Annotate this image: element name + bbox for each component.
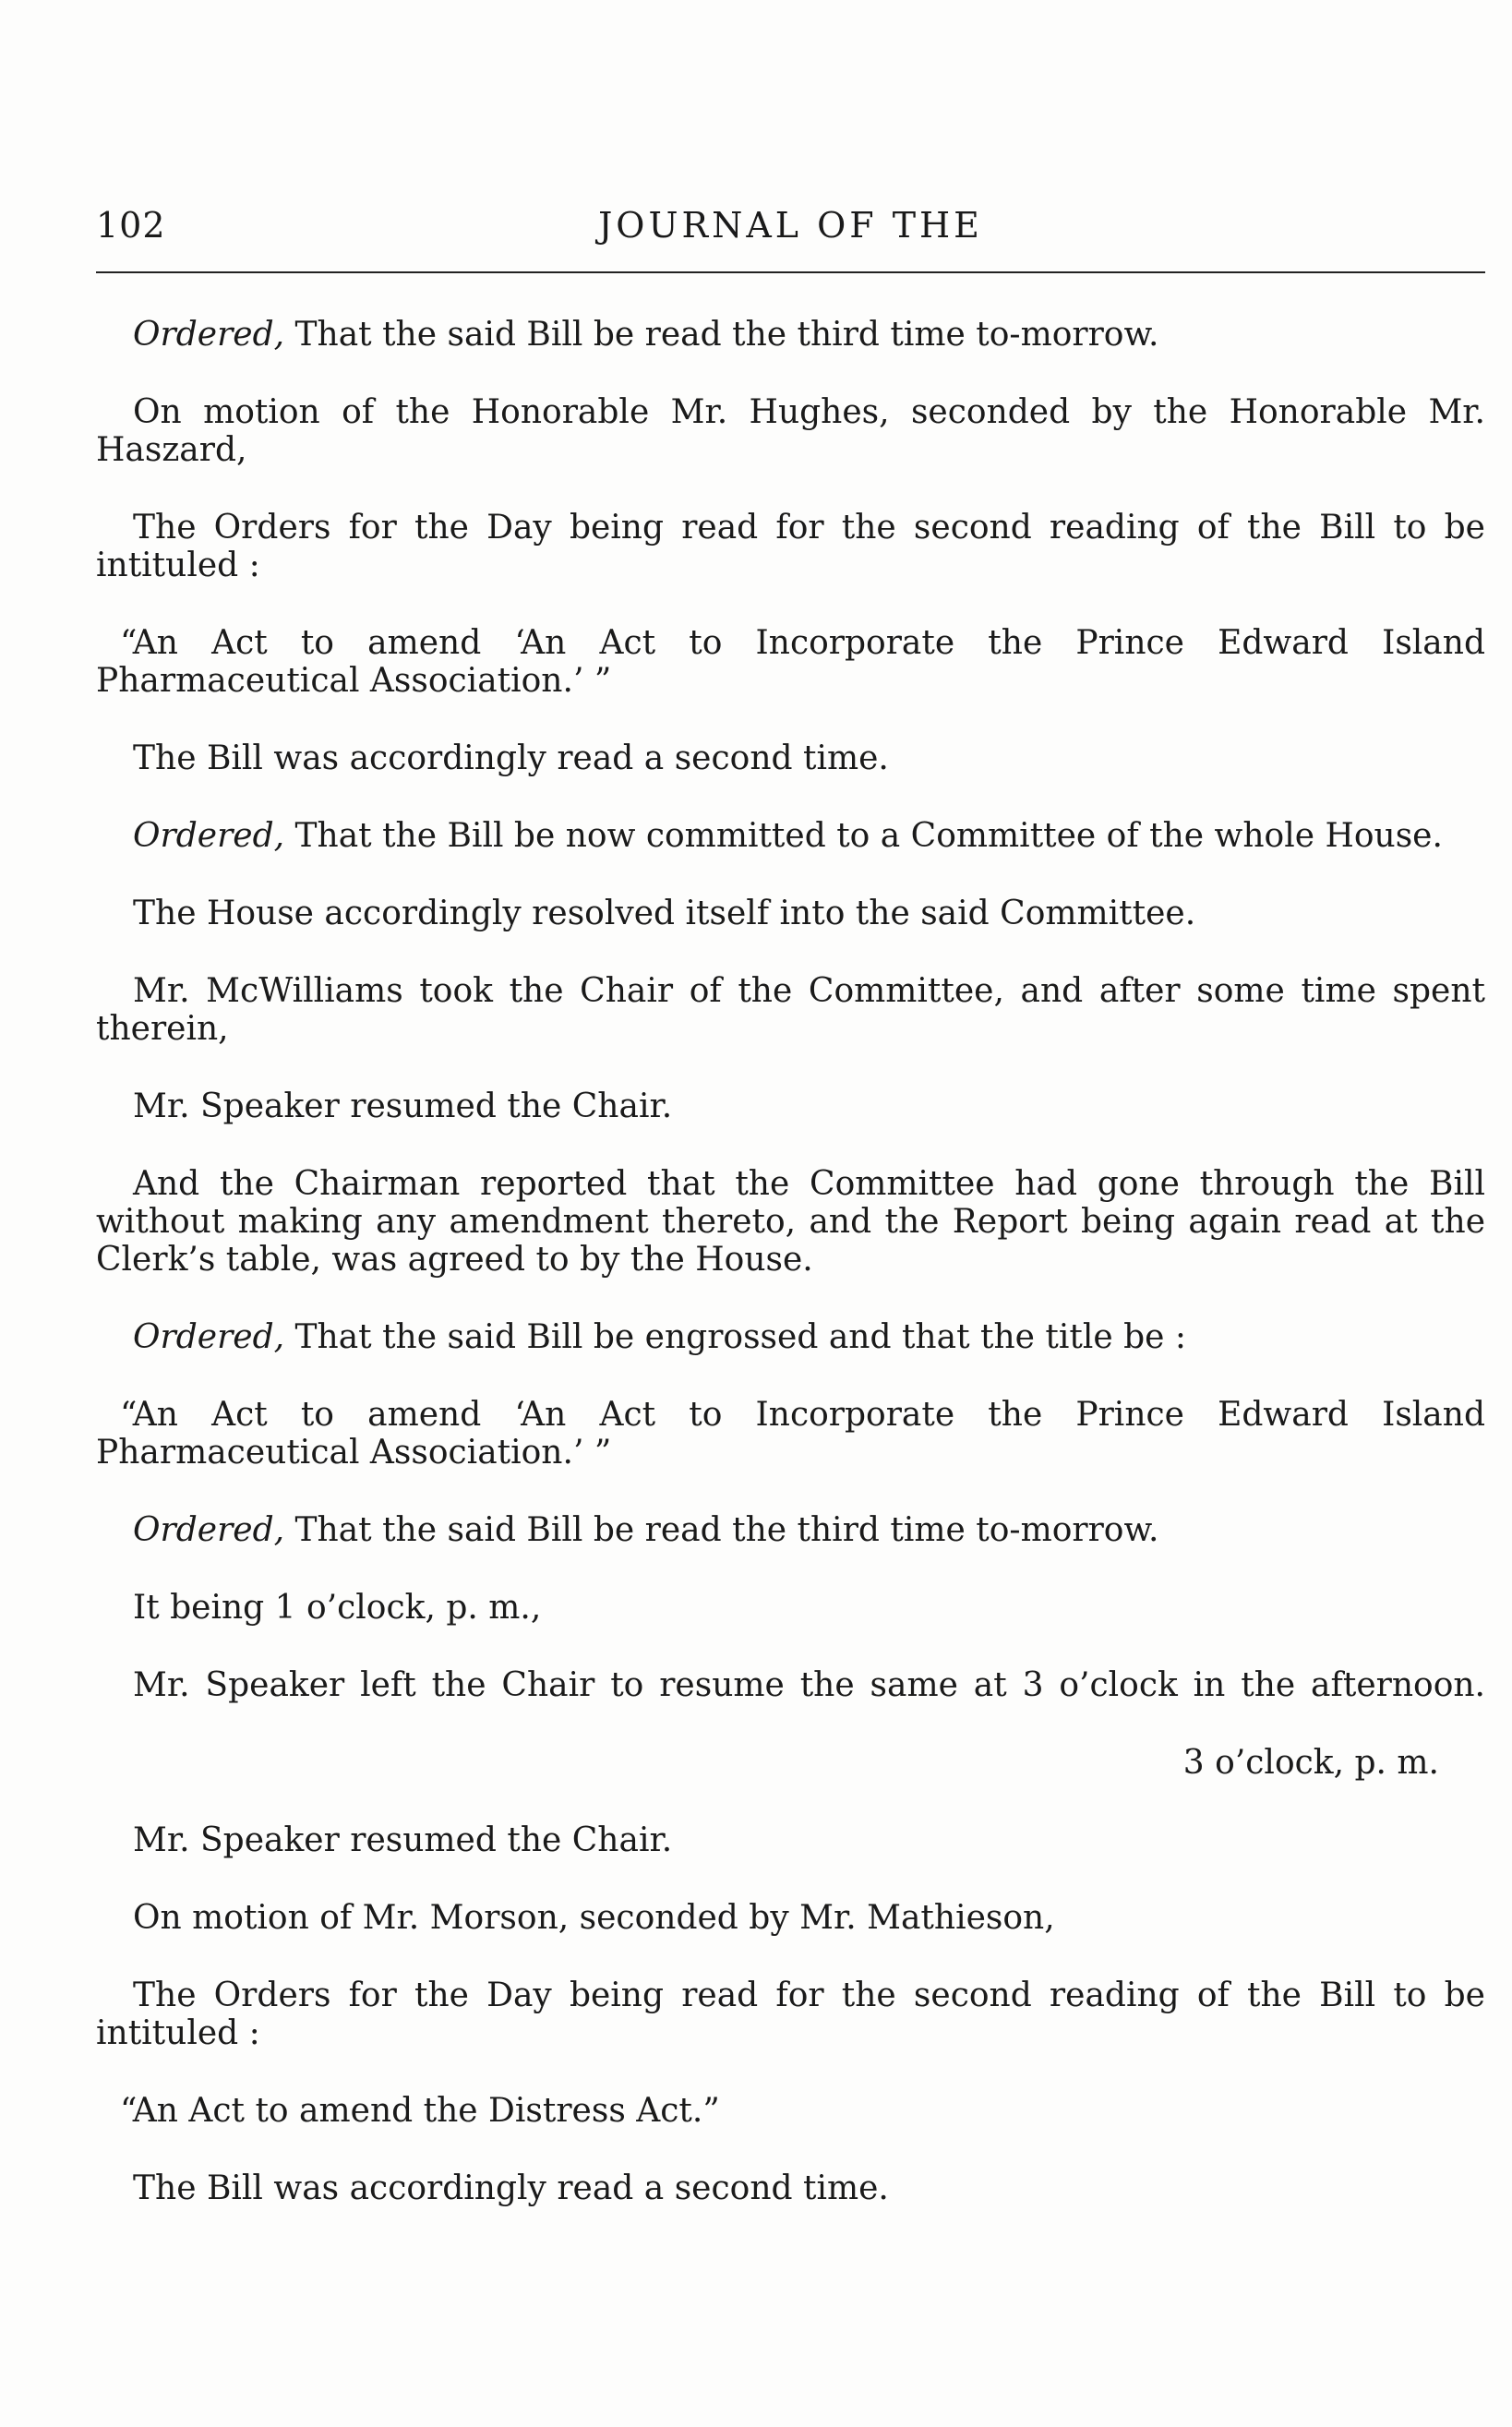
paragraph-text: The Bill was accordingly read a second time. <box>133 739 889 777</box>
paragraph-text: Mr. Speaker left the Chair to resume the same at 3 o’clock in the afternoon. <box>133 1666 1485 1704</box>
paragraph-orders-of-day <box>96 509 1485 584</box>
paragraph-text: Mr. Speaker resumed the Chair. <box>133 1087 673 1125</box>
ordered-lead: Ordered, <box>133 1318 285 1356</box>
paragraph-text: The Bill was accordingly read a second time. <box>133 2169 889 2207</box>
paragraph-second-reading <box>96 2169 1485 2207</box>
paragraph-ordered-engrossed <box>96 1318 1485 1356</box>
paragraph-text: That the said Bill be read the third time to-morrow. <box>284 316 1159 354</box>
paragraph-text: On motion of Mr. Morson, seconded by Mr. Mathieson, <box>133 1899 1055 1937</box>
paragraph-chair-taken <box>96 972 1485 1048</box>
paragraph-text: The Orders for the Day being read for the second reading of the Bill to be intituled : <box>96 509 1485 584</box>
journal-body <box>96 316 1485 2247</box>
paragraph-bill-title <box>96 624 1485 700</box>
paragraph-text: That the said Bill be read the third time to-morrow. <box>284 1511 1159 1549</box>
paragraph-text: That the Bill be now committed to a Committee of the whole House. <box>284 817 1443 855</box>
paragraph-text: The Orders for the Day being read for the second reading of the Bill to be intituled : <box>96 1976 1485 2052</box>
paragraph-text: “An Act to amend ‘An Act to Incorporate the Prince Edward Island Pharmaceutical Association.’ ” <box>96 1396 1485 1472</box>
paragraph-time-three <box>96 1744 1485 1782</box>
paragraph-text: That the said Bill be engrossed and that the title be : <box>284 1318 1187 1356</box>
paragraph-house-resolved <box>96 895 1485 932</box>
ordered-lead: Ordered, <box>133 1511 285 1549</box>
paragraph-text: “An Act to amend the Distress Act.” <box>120 2092 720 2130</box>
paragraph-speaker-left <box>96 1666 1485 1704</box>
ordered-lead: Ordered, <box>133 817 285 855</box>
paragraph-orders-of-day <box>96 1976 1485 2052</box>
paragraph-text: On motion of the Honorable Mr. Hughes, seconded by the Honorable Mr. Haszard, <box>96 393 1485 469</box>
paragraph-text: 3 o’clock, p. m. <box>1182 1744 1439 1782</box>
header-rule <box>96 271 1485 273</box>
ordered-lead: Ordered, <box>133 316 285 354</box>
paragraph-bill-title <box>96 1396 1485 1472</box>
paragraph-text: It being 1 o’clock, p. m., <box>133 1589 542 1627</box>
paragraph-ordered-third-reading <box>96 316 1485 354</box>
paragraph-motion <box>96 1899 1485 1937</box>
page-number: 102 <box>96 205 166 246</box>
paragraph-bill-title <box>96 2092 1485 2130</box>
paragraph-text: Mr. Speaker resumed the Chair. <box>133 1821 673 1859</box>
paragraph-text: The House accordingly resolved itself into the said Committee. <box>133 895 1196 932</box>
running-head <box>96 205 1485 251</box>
paragraph-speaker-resumed <box>96 1821 1485 1859</box>
paragraph-time-one <box>96 1589 1485 1627</box>
paragraph-chairman-report <box>96 1165 1485 1279</box>
paragraph-ordered-committed <box>96 817 1485 855</box>
paragraph-text: And the Chairman reported that the Committee had gone through the Bill without making any amendment thereto, and the Report being again read at the Clerk’s table, was agreed to by the House. <box>96 1165 1485 1279</box>
paragraph-speaker-resumed <box>96 1087 1485 1125</box>
paragraph-text: Mr. McWilliams took the Chair of the Committee, and after some time spent therein, <box>96 972 1485 1048</box>
paragraph-ordered-third-reading <box>96 1511 1485 1549</box>
paragraph-second-reading <box>96 739 1485 777</box>
paragraph-motion <box>96 393 1485 469</box>
paragraph-text: “An Act to amend ‘An Act to Incorporate the Prince Edward Island Pharmaceutical Association.’ ” <box>96 624 1485 700</box>
running-title: JOURNAL OF THE <box>598 205 983 246</box>
